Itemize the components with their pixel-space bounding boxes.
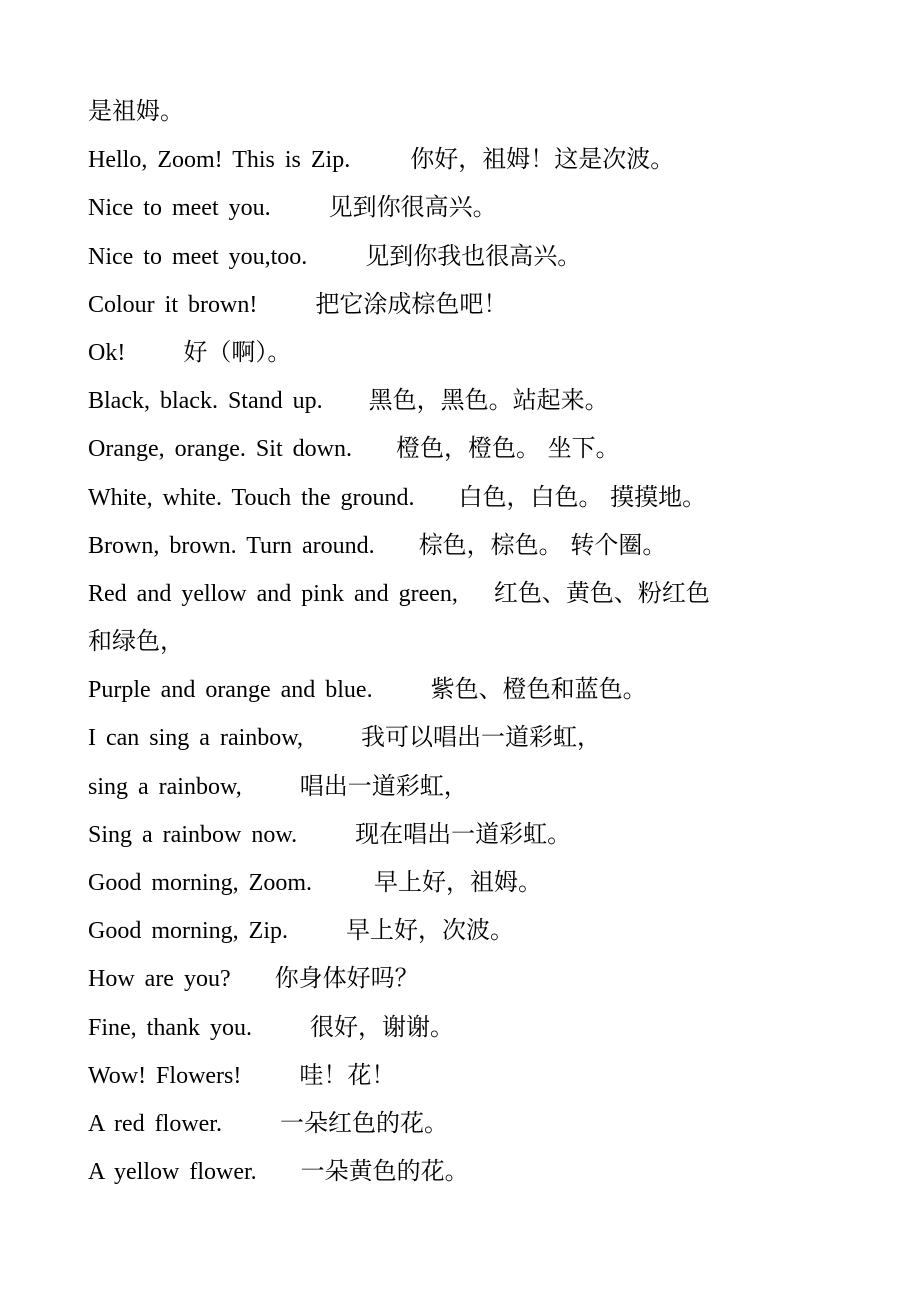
text-line bbox=[88, 521, 828, 569]
text-line bbox=[88, 87, 828, 135]
text-line bbox=[88, 135, 828, 183]
chinese-text: 见到你很高兴。 bbox=[328, 193, 497, 222]
english-text: Hello, Zoom! This is Zip. bbox=[88, 147, 351, 174]
chinese-text: 你身体好吗？ bbox=[274, 964, 419, 993]
english-text: Good morning, Zip. bbox=[88, 918, 288, 945]
chinese-text: 一朵黄色的花。 bbox=[300, 1157, 469, 1186]
english-text: A yellow flower. bbox=[88, 1159, 257, 1186]
text-line bbox=[88, 1051, 828, 1099]
text-line bbox=[88, 183, 828, 231]
text-line bbox=[88, 424, 828, 472]
chinese-text: 好（啊）。 bbox=[183, 337, 292, 366]
english-text: Purple and orange and blue. bbox=[88, 677, 373, 704]
english-text: A red flower. bbox=[88, 1110, 222, 1137]
text-line bbox=[88, 954, 828, 1002]
chinese-text: 见到你我也很高兴。 bbox=[365, 241, 582, 270]
chinese-text: 把它涂成棕色吧！ bbox=[315, 289, 508, 318]
chinese-text: 橙色，橙色。 坐下。 bbox=[395, 434, 620, 463]
english-text: Good morning, Zoom. bbox=[88, 870, 312, 896]
chinese-text: 紫色、橙色和蓝色。 bbox=[430, 675, 647, 704]
chinese-text: 白色，白色。 摸摸地。 bbox=[458, 482, 707, 511]
text-line bbox=[88, 1099, 828, 1147]
english-text: Wow! Flowers! bbox=[88, 1062, 242, 1089]
text-line bbox=[88, 762, 828, 810]
text-line bbox=[88, 232, 828, 280]
dialogue-lines bbox=[88, 87, 828, 1195]
english-text: Brown, brown. Turn around. bbox=[88, 532, 375, 559]
text-line bbox=[88, 569, 828, 617]
text-line bbox=[88, 280, 828, 328]
chinese-text: 一朵红色的花。 bbox=[279, 1108, 448, 1137]
text-line bbox=[88, 810, 828, 858]
english-text: Red and yellow and pink and green, bbox=[88, 580, 458, 607]
chinese-text: 很好，谢谢。 bbox=[310, 1012, 454, 1041]
chinese-text: 红色、黄色、粉红色 bbox=[493, 578, 710, 607]
text-line bbox=[88, 906, 828, 954]
chinese-text: 棕色，棕色。 转个圈。 bbox=[418, 530, 667, 559]
english-text: How are you? bbox=[88, 966, 231, 993]
chinese-text: 和绿色， bbox=[88, 627, 184, 656]
text-line bbox=[88, 713, 828, 761]
text-line bbox=[88, 1003, 828, 1051]
text-line bbox=[88, 665, 828, 713]
english-text: Nice to meet you,too. bbox=[88, 243, 308, 270]
text-line bbox=[88, 1147, 828, 1195]
english-text: Fine, thank you. bbox=[88, 1014, 252, 1041]
english-text: Orange, orange. Sit down. bbox=[88, 436, 352, 463]
chinese-text: 黑色，黑色。站起来。 bbox=[368, 386, 609, 415]
text-line bbox=[88, 376, 828, 424]
chinese-text: 早上好，祖姆。 bbox=[374, 868, 542, 896]
english-text: sing a rainbow, bbox=[88, 773, 242, 800]
text-line bbox=[88, 328, 828, 376]
text-line bbox=[88, 858, 828, 906]
chinese-text: 哇！花！ bbox=[299, 1060, 396, 1089]
text-line bbox=[88, 617, 828, 665]
chinese-text: 我可以唱出一道彩虹， bbox=[361, 723, 602, 752]
text-line bbox=[88, 473, 828, 521]
english-text: Sing a rainbow now. bbox=[88, 821, 298, 848]
english-text: White, white. Touch the ground. bbox=[88, 484, 415, 511]
chinese-text: 唱出一道彩虹， bbox=[299, 771, 468, 800]
chinese-text: 早上好，次波。 bbox=[346, 916, 514, 945]
chinese-text: 你好，祖姆！这是次波。 bbox=[410, 145, 675, 174]
english-text: Black, black. Stand up. bbox=[88, 388, 323, 415]
chinese-text: 是祖姆。 bbox=[88, 97, 184, 125]
english-text: Ok! bbox=[88, 339, 126, 366]
chinese-text: 现在唱出一道彩虹。 bbox=[355, 819, 572, 848]
english-text: Nice to meet you. bbox=[88, 195, 271, 222]
english-text: I can sing a rainbow, bbox=[88, 725, 304, 752]
english-text: Colour it brown! bbox=[88, 291, 258, 318]
